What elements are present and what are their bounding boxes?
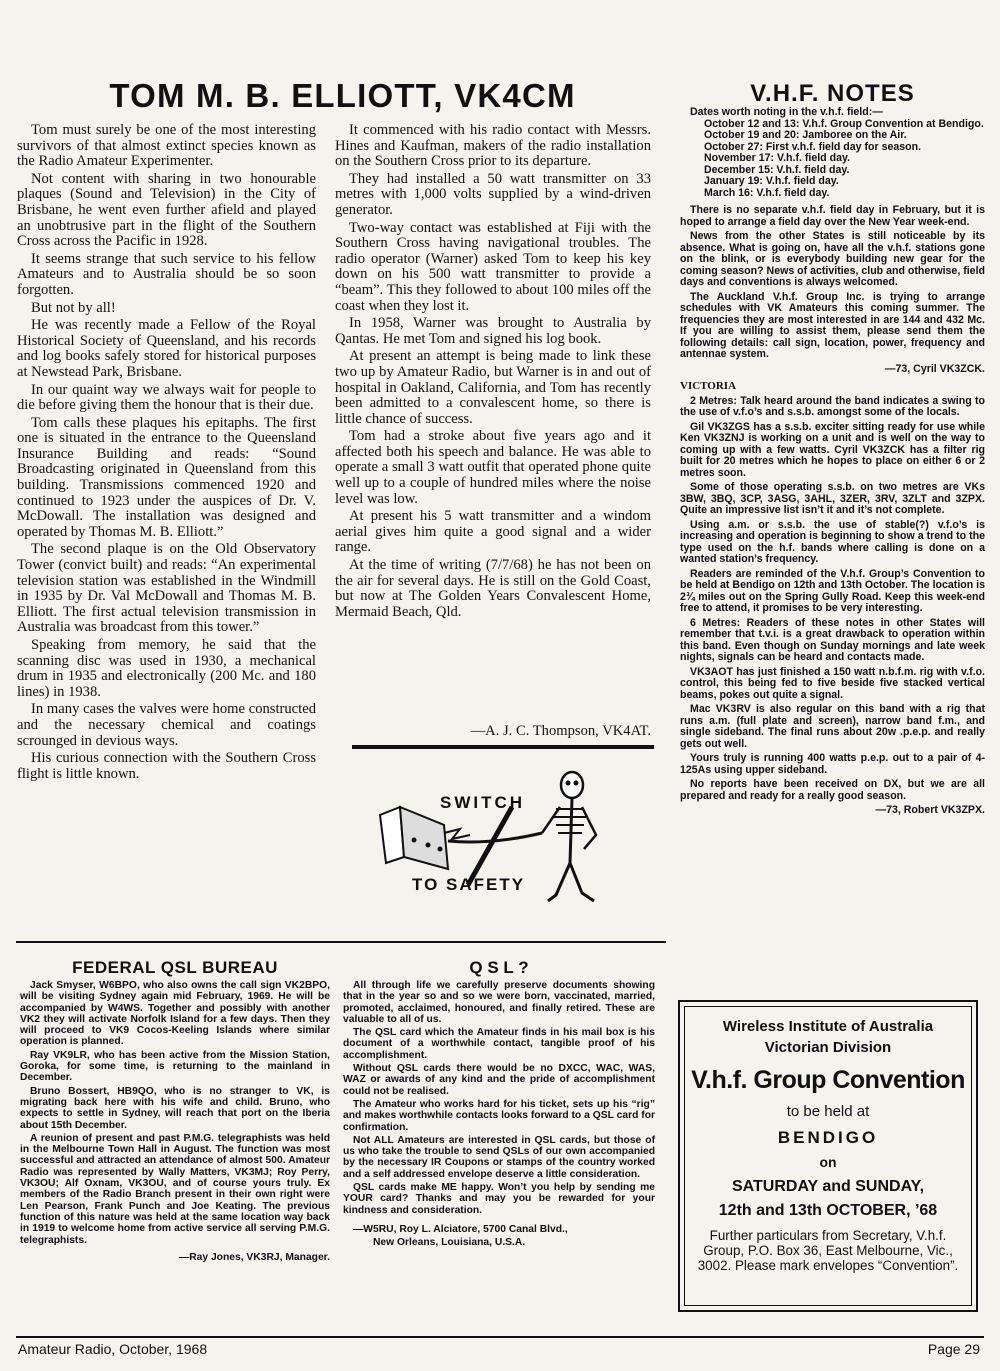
vhf-paragraph: Some of those operating s.s.b. on two metres are VKs 3BW, 3BQ, 3CP, 3ASG, 3AHL, 3ZER, 3RV, 3ZLT and 3ZPX. Quite an impressive list isn’t it and it’s not complete. bbox=[680, 481, 985, 516]
article-paragraph: They had installed a 50 watt transmitter on 33 metres with 1,000 volts supplied by a wind-driven generator. bbox=[335, 170, 651, 218]
ad-headline: V.h.f. Group Convention bbox=[691, 1066, 965, 1094]
switch-graphic-bottom-text: TO SAFETY bbox=[412, 875, 526, 894]
qsl-bureau-title: FEDERAL QSL BUREAU bbox=[72, 958, 278, 977]
article-paragraph: His curious connection with the Southern Cross flight is little known. bbox=[17, 750, 316, 782]
article-signature: —A. J. C. Thompson, VK4AT. bbox=[470, 723, 651, 739]
qsl-paragraph: QSL cards make ME happy. Won’t you help by sending me YOUR card? Thanks and may you be rewarded for your kindness and consideration. bbox=[343, 1182, 655, 1216]
vhf-date-item: October 27: First v.h.f. field day for season. bbox=[704, 140, 922, 153]
article-paragraph: At present his 5 watt transmitter and a windom aerial gives him quite a good signal and a wider range. bbox=[335, 508, 651, 556]
vhf-date-item: March 16: V.h.f. field day. bbox=[704, 186, 830, 199]
ad-org: Wireless Institute of Australia bbox=[722, 1018, 934, 1035]
vhf-date-item: November 17: V.h.f. field day. bbox=[704, 152, 851, 164]
vhf-paragraph: 6 Metres: Readers of these notes in other States will remember that t.v.i. is a great drawback to operation within this band. Even though on Sunday mornings and late week nights, signals can be heard and contacts made. bbox=[680, 616, 985, 663]
qsl-bureau-paragraph: A reunion of present and past P.M.G. telegraphists was held in the Melbourne Town Hall in August. The function was most successful and attracted an attendance of almost 500. Amateur Radio was represented by Wally Matters, VK3MJ; Roy Perry, VK3OU; Alf Oxnam, VK3OU, and of course yours truly. Ex members of the Radio Branch present in their own right were Len Pearson, Frank Punch and Joe Keating. The previous function of this nature was held at the same location way back in 1919 to welcome home from active service all serving P.M.G. telegraphists. bbox=[20, 1132, 330, 1246]
vhf-notes-column bbox=[680, 107, 985, 817]
qsl-bureau-column bbox=[20, 980, 330, 1263]
vhf-date-item: October 19 and 20: Jamboree on the Air. bbox=[704, 129, 907, 141]
vhf-paragraph: Readers are reminded of the V.h.f. Group’s Convention to be held at Bendigo on 12th and 13th October. The location is 2¾ miles out on the Spring Gully Road. Keep this week-end free to attend, it promises to be very interesting. bbox=[680, 567, 985, 614]
vhf-paragraph: Yours truly is running 400 watts p.e.p. out to a pair of 4-125As using upper sideband. bbox=[680, 752, 985, 776]
vhf-date-item: December 15: V.h.f. field day. bbox=[704, 163, 850, 176]
article-paragraph: Tom calls these plaques his epitaphs. The first one is situated in the entrance to the Queensland Insurance Building and reads: “Sound Broadcasting originated in Queensland from this building. Transmissions commenced 1920 and continued to 1923 under the auspices of Dr. V. McDowall. The installation was designed and operated by Thomas M. B. Elliott.” bbox=[17, 414, 316, 540]
qsl-signature-line: —W5RU, Roy L. Alciatore, 5700 Canal Blvd., bbox=[353, 1223, 568, 1235]
article-paragraph: Tom must surely be one of the most interesting survivors of that almost extinct species known as the Radio Amateur Experimenter. bbox=[17, 122, 316, 170]
article-paragraph: Speaking from memory, he said that the scanning disc was used in 1930, a mechanical drum in 1935 and electronically (200 Mc. and 180 lines) in 1938. bbox=[17, 637, 316, 700]
vhf-dates-list bbox=[680, 119, 985, 200]
article-paragraph: Not content with sharing in two honourable plaques (Sound and Television) in the City of Brisbane, he went even further afield and played an unobtrusive part in the flight of the Southern Cross across the Pacific in 1928. bbox=[17, 170, 316, 250]
footer-page-number: Page 29 bbox=[927, 1341, 980, 1357]
article-paragraph: Two-way contact was established at Fiji with the Southern Cross having navigational troubles. The radio operator (Warner) asked Tom to keep his key down on his 500 watt transmitter to provide a “beam”. This they followed to about 100 miles off the coast when they lost it. bbox=[335, 219, 651, 314]
ad-days: SATURDAY and SUNDAY, bbox=[731, 1178, 925, 1195]
vhf-intro: Dates worth noting in the v.h.f. field:— bbox=[690, 106, 883, 118]
article-paragraph: At present an attempt is being made to link these two up by Amateur Radio, but Warner is in and out of hospital in Oakland, California, and Tom has recently been admitted to a convalescent home, so there is little chance of success. bbox=[335, 348, 651, 427]
footer-publication: Amateur Radio, October, 1968 bbox=[18, 1341, 208, 1357]
qsl-paragraph: The Amateur who works hard for his ticket, sets up his “rig” and makes worthwhile contacts looks forward to a QSL card for confirmation. bbox=[343, 1098, 655, 1133]
vhf-date-item: October 12 and 13: V.h.f. Group Convention at Bendigo. bbox=[704, 117, 984, 130]
vhf-paragraph: Gil VK3ZGS has a s.s.b. exciter sitting ready for use while Ken VK3ZNJ is working on a unit and is well on the way to coming up with a few watts. Cyril VK3ZCK has a filter rig built for 20 metres which he hopes to place on either 6 or 2 metres soon. bbox=[680, 420, 985, 479]
article-paragraph: It seems strange that such service to his fellow Amateurs and to Australia should be so soon forgotten. bbox=[17, 250, 316, 298]
qsl-title: Q S L ? bbox=[469, 958, 529, 977]
article-column-1 bbox=[17, 123, 316, 782]
qsl-signature-line: New Orleans, Louisiana, U.S.A. bbox=[373, 1237, 526, 1249]
ad-division: Victorian Division bbox=[764, 1039, 892, 1056]
qsl-bureau-paragraph: Bruno Bossert, HB9QO, who is no stranger to VK, is migrating back here with his wife and child. Bruno, who expects to settle in Sydney, will reach that port on the Iberia about 15th December. bbox=[20, 1085, 330, 1131]
qsl-bureau-paragraph: Ray VK9LR, who has been active from the Mission Station, Goroka, for some time, is returning to the mainland in December. bbox=[20, 1049, 330, 1084]
article-paragraph: But not by all! bbox=[31, 299, 116, 316]
vhf-signature: —73, Cyril VK3ZCK. bbox=[884, 362, 985, 375]
vhf-paragraph: Mac VK3RV is also regular on this band with a rig that runs a.m. (full plate and screen), narrow band f.m., and single sideband. The final runs about 20w .p.e.p. and really gets out well. bbox=[680, 703, 985, 750]
vhf-victoria-heading: VICTORIA bbox=[680, 380, 737, 392]
qsl-column bbox=[343, 980, 655, 1249]
qsl-paragraph: Without QSL cards there would be no DXCC, WAC, WAS, WAZ or awards of any kind and the pride of accomplishment could not be realised. bbox=[343, 1063, 655, 1097]
convention-ad-box bbox=[678, 1000, 978, 1312]
article-paragraph: In our quaint way we always wait for people to die before giving them the honour that is their due. bbox=[17, 381, 316, 414]
article-paragraph: It commenced with his radio contact with Messrs. Hines and Kaufman, makers of the radio installation on the Southern Cross prior to its departure. bbox=[335, 122, 651, 170]
article-paragraph: The second plaque is on the Old Observatory Tower (convict built) and reads: “An experimental television station was established in the Windmill in 1935 by Dr. Val McDowall and Thomas M. B. Elliott. The first actual television transmission in Australia was broadcast from this tower.” bbox=[17, 541, 316, 636]
vhf-paragraph: There is no separate v.h.f. field day in February, but it is hoped to arrange a field day over the New Year week-end. bbox=[680, 204, 985, 228]
article-paragraph: In many cases the valves were home constructed and the necessary chemical and coatings scrounged in devious ways. bbox=[17, 701, 316, 749]
qsl-paragraph: Not ALL Amateurs are interested in QSL cards, but those of us who take the trouble to send QSLs of our own accompanied by the necessary IR Coupons or stamps of the country worked and a self addressed envelope deserve a little consideration. bbox=[343, 1134, 655, 1180]
qsl-paragraph: All through life we carefully preserve documents showing that in the year so and so we were born, vaccinated, married, promoted, acclaimed, honoured, and finally retired. These are valuable to all of us. bbox=[343, 980, 655, 1025]
article-paragraph: In 1958, Warner was brought to Australia by Qantas. He met Tom and signed his log book. bbox=[335, 315, 651, 347]
switch-graphic-top-text: SWITCH bbox=[440, 793, 526, 812]
ad-to-be-held: to be held at bbox=[786, 1103, 870, 1120]
ad-dates: 12th and 13th OCTOBER, ’68 bbox=[718, 1202, 938, 1219]
ad-place: BENDIGO bbox=[777, 1128, 879, 1147]
vhf-notes-title: V.H.F. NOTES bbox=[750, 80, 915, 107]
footer-rule bbox=[16, 1336, 984, 1338]
vhf-paragraph: The Auckland V.h.f. Group Inc. is trying to arrange schedules with VK Amateurs this coming summer. The frequencies they are most interested in are 144 and 432 Mc. If you are willing to assist them, please send them the following details: call sign, location, power, frequency and antennae system. bbox=[680, 290, 985, 360]
article-paragraph: He was recently made a Fellow of the Royal Historical Society of Queensland, and his records and log books safely stored for historical purposes at Newstead Park, Brisbane. bbox=[17, 317, 316, 380]
vhf-paragraph: News from the other States is still noticeable by its absence. What is going on, have all the v.h.f. stations gone on the blink, or is everybody building new gear for the coming season? News of activities, club and otherwise, field days and conventions is always welcomed. bbox=[680, 230, 985, 288]
article-column-2 bbox=[335, 123, 651, 620]
qsl-bureau-signature: —Ray Jones, VK3RJ, Manager. bbox=[178, 1251, 330, 1263]
article-title: TOM M. B. ELLIOTT, VK4CM bbox=[109, 77, 576, 114]
qsl-paragraph: The QSL card which the Amateur finds in his mail box is his document of a worthwhile contact, tangible proof of his accomplishment. bbox=[343, 1027, 655, 1061]
vhf-date-item: January 19: V.h.f. field day. bbox=[704, 175, 839, 187]
horizontal-divider bbox=[16, 941, 666, 943]
ad-details: Further particulars from Secretary, V.h.f. Group, P.O. Box 36, East Melbourne, Vic., 3002. Please mark envelopes “Convention”. bbox=[697, 1228, 959, 1273]
switch-to-safety-graphic bbox=[352, 745, 654, 913]
article-paragraph: At the time of writing (7/7/68) he has not been on the air for several days. He is still on the Gold Coast, but now at The Golden Years Convalescent Home, Mermaid Beach, Qld. bbox=[335, 557, 651, 620]
qsl-bureau-paragraph: Jack Smyser, W6BPO, who also owns the call sign VK2BPO, will be visiting Sydney again mid February, 1969. He will be accompanied by W4WS. Together and possibly with another VK2 they will activate Norfolk Island for a few days. Then they will proceed to VK9 Cocos-Keeling Islands where similar operation is planned. bbox=[20, 980, 330, 1048]
vhf-paragraph: No reports have been received on DX, but we are all prepared and ready for a really good season. bbox=[680, 778, 985, 802]
vhf-paragraph: VK3AOT has just finished a 150 watt n.b.f.m. rig with v.f.o. control, this being fed to five beside five stacked vertical beams, pokes out quite a signal. bbox=[680, 665, 985, 701]
vhf-signature: —73, Robert VK3ZPX. bbox=[875, 804, 985, 816]
ad-on: on bbox=[819, 1154, 837, 1170]
article-paragraph: Tom had a stroke about five years ago and it affected both his speech and balance. He was able to operate a small 3 watt outfit that operated phone quite well up to a couple of hundred miles where the noise level was low. bbox=[335, 428, 651, 507]
vhf-paragraph: 2 Metres: Talk heard around the band indicates a swing to the use of v.f.o’s and s.s.b. amongst some of the locals. bbox=[680, 394, 985, 418]
vhf-paragraph: Using a.m. or s.s.b. the use of stable(?) v.f.o’s is increasing and operation is beginning to show a trend to the type used on the h.f. bands where calling is done on a wanted station’s frequency. bbox=[680, 518, 985, 565]
